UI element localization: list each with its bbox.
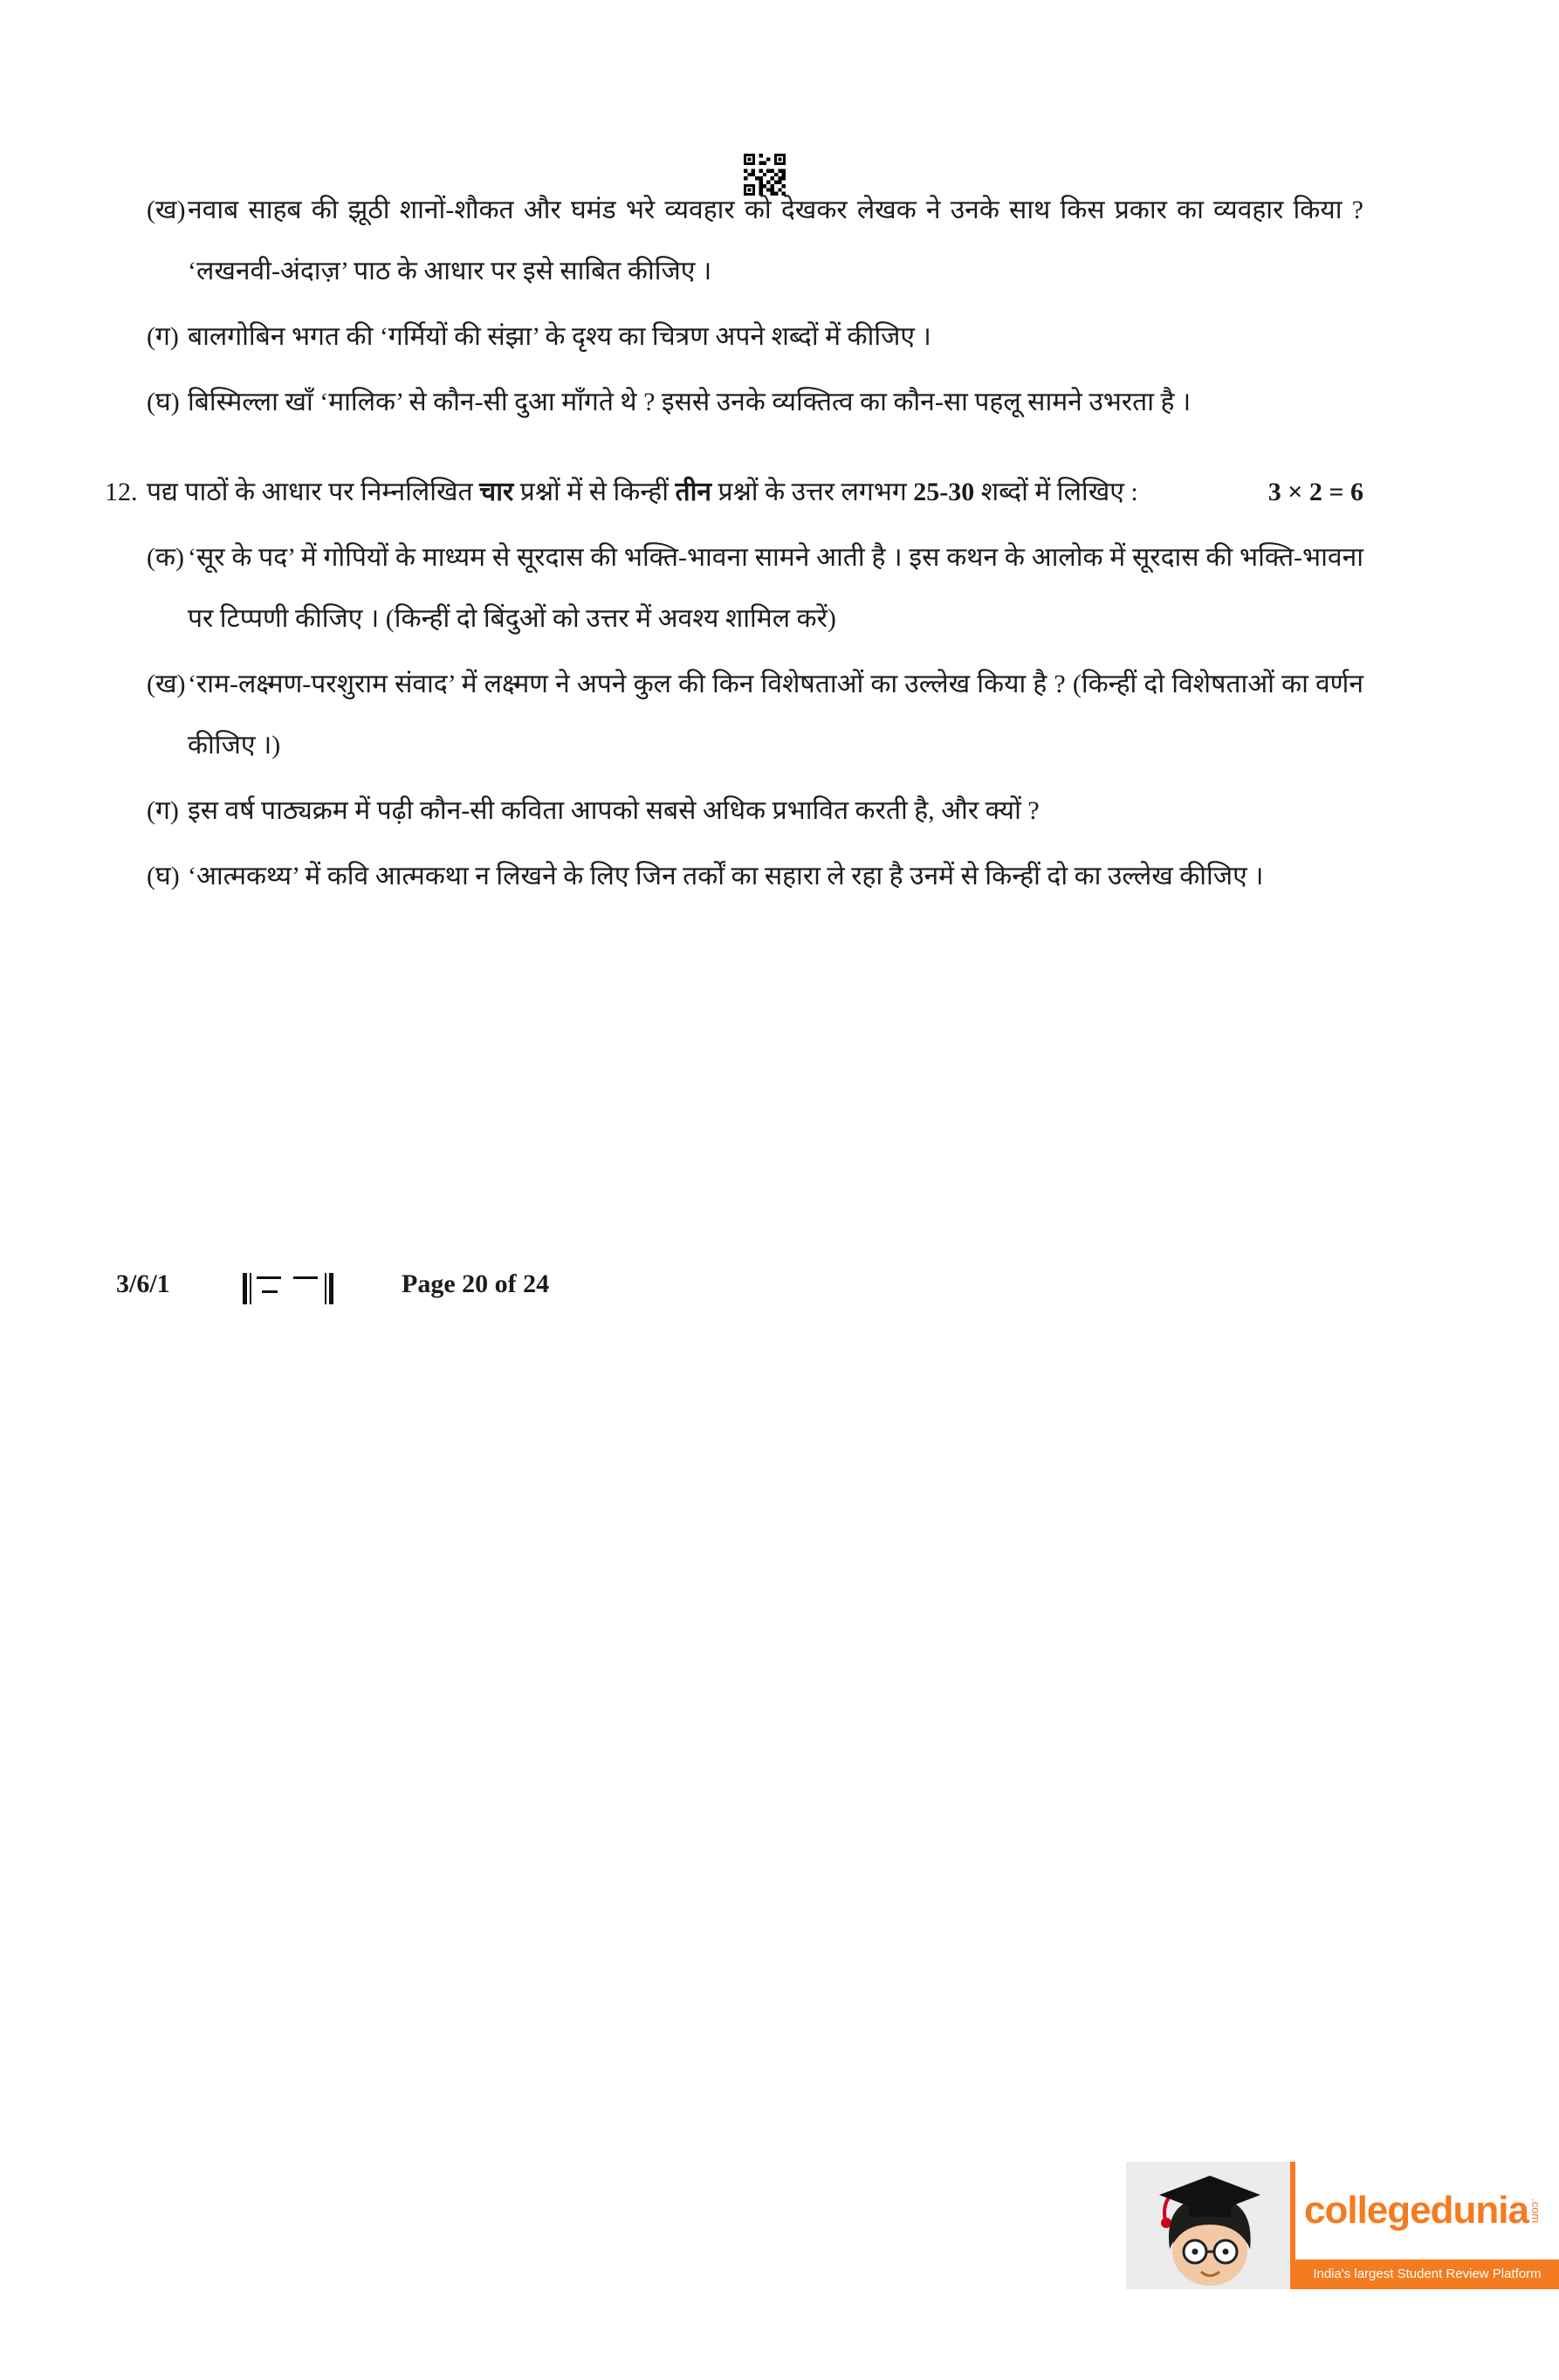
question-item [105,180,1363,302]
intro-text: प्रश्नों में से किन्हीं [513,478,676,506]
item-label: (ख) [147,196,186,224]
page-number: Page 20 of 24 [402,1269,550,1298]
question-paper-content [105,180,1363,911]
item-text: नवाब साहब की झूठी शानों-शौकत और घमंड भरे व्यवहार को देखकर लेखक ने उनके साथ किस प्रकार का व्यवहार किया ? ‘लखनवी-अंदाज़’ पाठ के आधार पर इसे साबित कीजिए । [188,196,1363,285]
intro-bold: चार [479,478,514,506]
item-label: (ग) [147,796,179,825]
intro-text: प्रश्नों के उत्तर लगभग [711,478,914,506]
item-text: ‘राम-लक्ष्मण-परशुराम संवाद’ में लक्ष्मण ने अपने कुल की किन विशेषताओं का उल्लेख किया है ? (किन्हीं दो विशेषताओं का वर्णन कीजिए ।) [188,670,1363,760]
item-text: ‘आत्मकथ्य’ में कवि आत्मकथा न लिखने के लिए जिन तर्कों का सहारा ले रहा है उनमें से किन्हीं दो का उल्लेख कीजिए । [188,862,1264,891]
item-text: बिस्मिल्ला खाँ ‘मालिक’ से कौन-सी दुआ माँगते थे ? इससे उनके व्यक्तित्व का कौन-सा पहलू सामने उभरता है । [188,388,1192,416]
item-label: (घ) [147,862,180,891]
brand-text-block [1290,2162,1559,2289]
paper-code: 3/6/1 [116,1269,170,1298]
intro-bold: 25-30 [913,478,975,506]
intro-text: पद्य पाठों के आधार पर निम्नलिखित [147,478,480,506]
question-item [105,306,1363,368]
registration-mark [243,1271,333,1313]
question-item [105,372,1363,433]
brand-domain: .com [1528,2198,1542,2224]
question-12-header [105,462,1363,523]
item-label: (ग) [147,322,179,351]
intro-bold: तीन [675,478,712,506]
graduate-mascot-icon [1126,2162,1290,2289]
brand-wordmark [1295,2162,1559,2260]
item-label: (घ) [147,388,180,416]
collegedunia-logo [1126,2162,1559,2289]
question-item [105,846,1363,907]
marks-value: 3 × 2 = 6 [1267,478,1363,506]
page-footer [0,1266,1559,1318]
item-label: (ख) [147,670,186,698]
intro-text: शब्दों में लिखिए : [974,478,1138,506]
question-number: 12. [105,478,138,506]
brand-tagline: India's largest Student Review Platform [1295,2260,1559,2289]
question-item [105,527,1363,650]
brand-name: collegedunia [1304,2189,1528,2232]
question-item [105,781,1363,842]
item-label: (क) [147,543,185,572]
question-intro [147,462,1363,523]
item-text: बालगोबिन भगत की ‘गर्मियों की संझा’ के दृश्य का चित्रण अपने शब्दों में कीजिए । [188,322,931,351]
item-text: इस वर्ष पाठ्यक्रम में पढ़ी कौन-सी कविता आपको सबसे अधिक प्रभावित करती है, और क्यों ? [188,796,1040,825]
question-item [105,654,1363,776]
item-text: ‘सूर के पद’ में गोपियों के माध्यम से सूरदास की भक्ति-भावना सामने आती है । इस कथन के आलोक में सूरदास की भक्ति-भावना पर टिप्पणी कीजिए । (किन्हीं दो बिंदुओं को उत्तर में अवश्य शामिल करें) [188,543,1363,633]
